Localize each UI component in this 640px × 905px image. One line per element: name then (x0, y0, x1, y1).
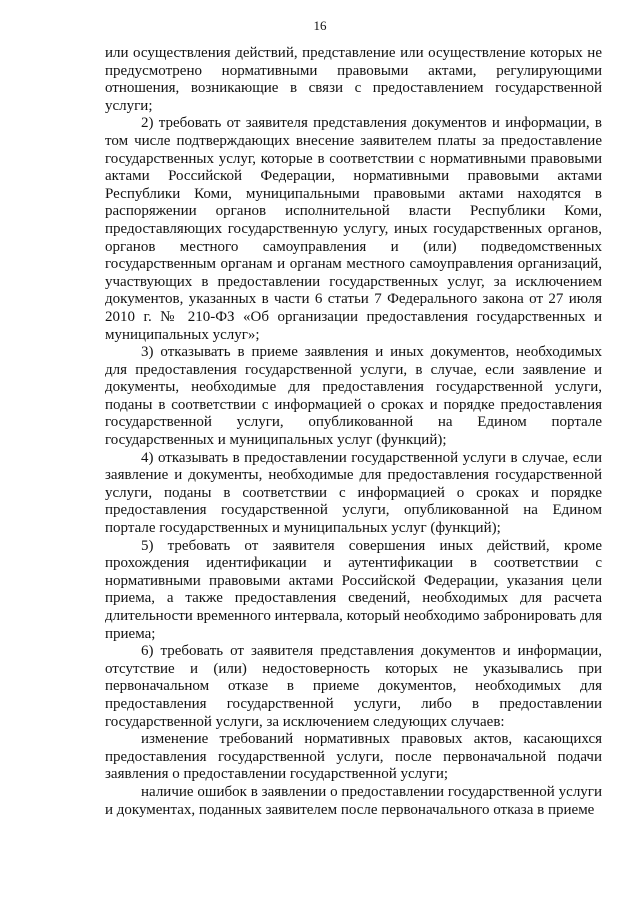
paragraph-item-4: 4) отказывать в предоставлении государственной услуги в случае, если заявление и документы, необходимые для предоставления государственной услуги, поданы в соответствии с информацией о сроках и порядке предоставления государственной услуги, опубликованной на Едином портале государственных и муниципальных услуг (функций); (105, 449, 602, 537)
paragraph-item-5: 5) требовать от заявителя совершения иных действий, кроме прохождения идентификации и аутентификации в соответствии с нормативными правовыми актами Российской Федерации, указания цели приема, а также предоставления сведений, необходимых для расчета длительности временного интервала, который необходимо забронировать для приема; (105, 537, 602, 642)
paragraph-exception-1: изменение требований нормативных правовых актов, касающихся предоставления государственной услуги, после первоначальной подачи заявления о предоставлении государственной услуги; (105, 731, 602, 783)
paragraph-continuation: или осуществления действий, представление или осуществление которых не предусмотрено нормативными правовыми актами, регулирующими отношения, возникающие в связи с предоставлением государственной услуги; (105, 45, 602, 114)
document-body (105, 45, 602, 819)
paragraph-item-3: 3) отказывать в приеме заявления и иных документов, необходимых для предоставления государственной услуги, в случае, если заявление и документы, необходимые для предоставления государственной услуги, поданы в соответствии с информацией о сроках и порядке предоставления государственной услуги, опубликованной на Едином портале государственных и муниципальных услуг (функций); (105, 344, 602, 449)
paragraph-exception-2: наличие ошибок в заявлении о предоставлении государственной услуги и документах, поданных заявителем после первоначального отказа в приеме (105, 783, 602, 818)
page-number: 16 (313, 18, 327, 33)
paragraph-item-2: 2) требовать от заявителя представления документов и информации, в том числе подтверждающих внесение заявителем платы за предоставление государственных услуг, которые в соответствии с нормативными правовыми актами Российской Федерации, нормативными правовыми актами Республики Коми, муниципальными правовыми актами находятся в распоряжении органов исполнительной власти Республики Коми, предоставляющих государственную услугу, иных государственных органов, органов местного самоуправления и (или) подведомственных государственным органам и органам местного самоуправления организаций, участвующих в предоставлении государственных услуг, за исключением документов, указанных в части 6 статьи 7 Федерального закона от 27 июля 2010 г. № 210-ФЗ «Об организации предоставления государственных и муниципальных услуг»; (105, 115, 602, 343)
paragraph-item-6: 6) требовать от заявителя представления документов и информации, отсутствие и (или) недостоверность которых не указывались при первоначальном отказе в приеме документов, необходимых для предоставления государственной услуги, либо в предоставлении государственной услуги, за исключением следующих случаев: (105, 643, 602, 730)
